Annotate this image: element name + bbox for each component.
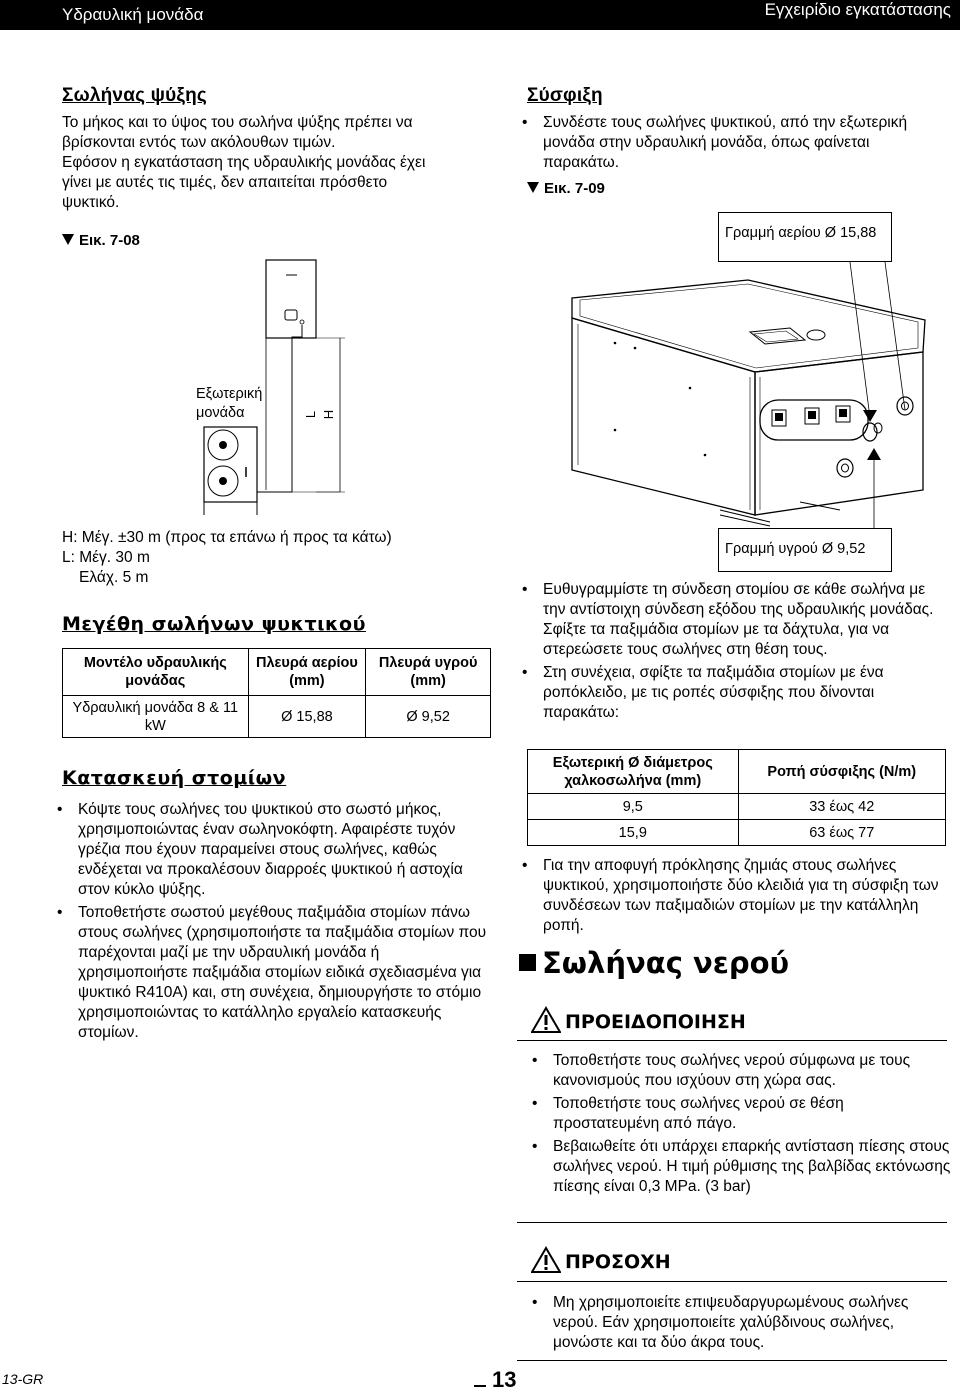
list-item: • Για την αποφυγή πρόκλησης ζημιάς στους σωλήνες ψυκτικού, χρησιμοποιήστε δύο κλειδιά για τη σύσφιξη των συνδέσεων των παξιμαδιών στομίων με την κατάλληλη ροπή. (517, 856, 947, 936)
triangle-icon (62, 234, 74, 245)
footer-page-code: 13-GR (2, 1371, 44, 1387)
footer-rule (474, 1385, 486, 1387)
dimension-H-label: H (321, 409, 337, 420)
table-cell: 15,9 (528, 820, 739, 846)
text-line: Εφόσον η εγκατάσταση της υδραυλικής μονάδας έχει (62, 154, 426, 171)
caution-title: ΠΡΟΣΟΧΗ (565, 1251, 671, 1273)
list-item: • Ευθυγραμμίστε τη σύνδεση στομίου σε κάθε σωλήνα με την αντίστοιχη σύνδεση εξόδου της υδραυλικής μονάδας. (517, 580, 947, 620)
double-wrench-note-list (517, 856, 947, 939)
tightening-heading: Σύσφιξη (527, 85, 603, 106)
list-item: • Τοποθετήστε σωστού μεγέθους παξιμάδια στομίων πάνω στους σωλήνες (χρησιμοποιήστε τα παξιμάδια στομίων που παρέχονται μαζί με την υδραυλική μονάδα ή χρησιμοποιήστε παξιμάδια στομίων ειδικά σχεδιασμένα για ψυκτικό R410A) και, στη συνέχεια, δημιουργήστε το στόμιο χρησιμοποιώντας το κατάλληλο εργαλείο κατασκευής στομίων. (52, 903, 492, 1043)
spec-line: H: Μέγ. ±30 m (προς τα επάνω ή προς τα κάτω) (62, 529, 392, 546)
outdoor-unit-label (196, 385, 262, 423)
warning-divider (517, 1040, 947, 1041)
column-header: Πλευρά αερίου (mm) (248, 649, 366, 696)
column-header: Πλευρά υγρού (mm) (366, 649, 491, 696)
caution-bullet-list (527, 1293, 952, 1356)
flare-heading: Κατασκευή στομίων (62, 767, 287, 789)
flare-bullet-list (52, 800, 492, 1046)
list-item: • Μη χρησιμοποιείτε επιψευδαργυρωμένους σωλήνες νερού. Εάν χρησιμοποιείτε χαλύβδινους σωλήνες, μονώστε και τα δύο άκρα τους. (527, 1293, 952, 1353)
list-item: • Στη συνέχεια, σφίξτε τα παξιμάδια στομίων με ένα ροπόκλειδο, με τις ροπές σύσφιξης που δίνονται παρακάτω: (517, 663, 947, 723)
table-cell: 9,5 (528, 794, 739, 820)
list-item: Σφίξτε τα παξιμάδια στομίων με τα δάχτυλα, για να στερεώσετε τους σωλήνες στη θέση τους. (543, 621, 890, 658)
text-line: ψυκτικό. (62, 194, 120, 211)
table-row (528, 794, 946, 820)
table-row (63, 696, 491, 738)
list-item: • Βεβαιωθείτε ότι υπάρχει επαρκής αντίσταση πίεσης στους σωλήνες νερού. Η τιμή ρύθμισης της βαλβίδας εκτόνωσης πίεσης είναι 0,3 MPa. (3 bar) (527, 1137, 952, 1197)
label-line: Εξωτερική (196, 386, 263, 402)
hydraulic-unit-drawing (520, 260, 950, 550)
header-manual-title: Εγχειρίδιο εγκατάστασης (764, 0, 951, 19)
refrigerant-pipe-text (62, 113, 482, 213)
liquid-line-callout: Γραμμή υγρού Ø 9,52 (718, 528, 892, 572)
list-item: • Τοποθετήστε τους σωλήνες νερού σύμφωνα με τους κανονισμούς που ισχύουν στη χώρα σας. (527, 1051, 952, 1091)
column-header: Εξωτερική Ø διάμετρος χαλκοσωλήνα (mm) (528, 750, 739, 794)
table-row (528, 820, 946, 846)
list-item: • Τοποθετήστε τους σωλήνες νερού σε θέση προστατευμένη από πάγο. (527, 1094, 952, 1134)
page-number: 13 (492, 1367, 517, 1392)
warning-title: ΠΡΟΕΙΔΟΠΟΙΗΣΗ (565, 1011, 746, 1033)
refrigerant-pipe-heading: Σωλήνας ψύξης (62, 85, 207, 106)
figure-caption: Εικ. 7-09 (544, 180, 605, 197)
water-pipe-title: Σωλήνας νερού (542, 946, 790, 980)
table-header-row (528, 750, 946, 794)
table-cell: 63 έως 77 (738, 820, 945, 846)
table-header-row (63, 649, 491, 696)
column-header: Μοντέλο υδραυλικής μονάδας (63, 649, 249, 696)
text-line: Το μήκος και το ύψος του σωλήνα ψύξης πρέπει να (62, 114, 413, 131)
table-cell: 33 έως 42 (738, 794, 945, 820)
caution-triangle-icon (531, 1246, 561, 1274)
text-line: γίνει με αυτές τις τιμές, δεν απαιτείται πρόσθετο (62, 174, 388, 191)
page-header (0, 0, 960, 30)
list-item: • Κόψτε τους σωλήνες του ψυκτικού στο σωστό μήκος, χρησιμοποιώντας έναν σωληνοκόφτη. Αφαιρέστε τυχόν γρέζια που έχουν παραμείνει στους σωλήνες, καθώς ενδέχεται να προκαλέσουν διαρροές ψυκτικού ή αστοχία στον κύκλο ψύξης. (52, 800, 492, 900)
caution-divider (517, 1360, 947, 1361)
warning-triangle-icon (531, 1006, 561, 1034)
list-item: • Συνδέστε τους σωλήνες ψυκτικού, από την εξωτερική μονάδα στην υδραυλική μονάδα, όπως φαίνεται παρακάτω. (517, 113, 937, 173)
hydraulic-unit-box (266, 260, 316, 338)
tightening-bullet-list (517, 113, 937, 176)
figure-label-7-09 (527, 180, 605, 197)
table-cell: Ø 9,52 (366, 696, 491, 738)
figure-caption: Εικ. 7-08 (79, 232, 140, 249)
spec-line: L: Μέγ. 30 m (62, 549, 150, 566)
water-pipe-heading (519, 946, 789, 980)
caution-heading (531, 1246, 671, 1274)
spec-line: Ελάχ. 5 m (79, 569, 149, 586)
table-cell: Υδραυλική μονάδα 8 & 11 kW (63, 696, 249, 738)
height-length-specs (62, 528, 392, 588)
figure-label-7-08 (62, 232, 140, 249)
dimension-L-label: L (303, 410, 319, 419)
table-cell: Ø 15,88 (248, 696, 366, 738)
text-line: βρίσκονται εντός των ακόλουθων τιμών. (62, 134, 336, 151)
warning-divider (517, 1222, 947, 1223)
triangle-icon (527, 182, 539, 193)
header-section-title: Υδραυλική μονάδα (62, 5, 204, 24)
pipe-sizes-heading: Μεγέθη σωλήνων ψυκτικού (62, 613, 366, 635)
column-header: Ροπή σύσφιξης (N/m) (738, 750, 945, 794)
torque-table (527, 749, 946, 846)
caution-divider (517, 1281, 947, 1282)
warning-heading (531, 1006, 746, 1034)
label-line: μονάδα (196, 405, 245, 421)
warning-bullet-list (527, 1051, 952, 1200)
square-bullet-icon (519, 954, 536, 971)
gas-line-callout: Γραμμή αερίου Ø 15,88 (718, 212, 892, 262)
pipe-sizes-table (62, 648, 491, 738)
tightening-steps-list (517, 580, 947, 726)
